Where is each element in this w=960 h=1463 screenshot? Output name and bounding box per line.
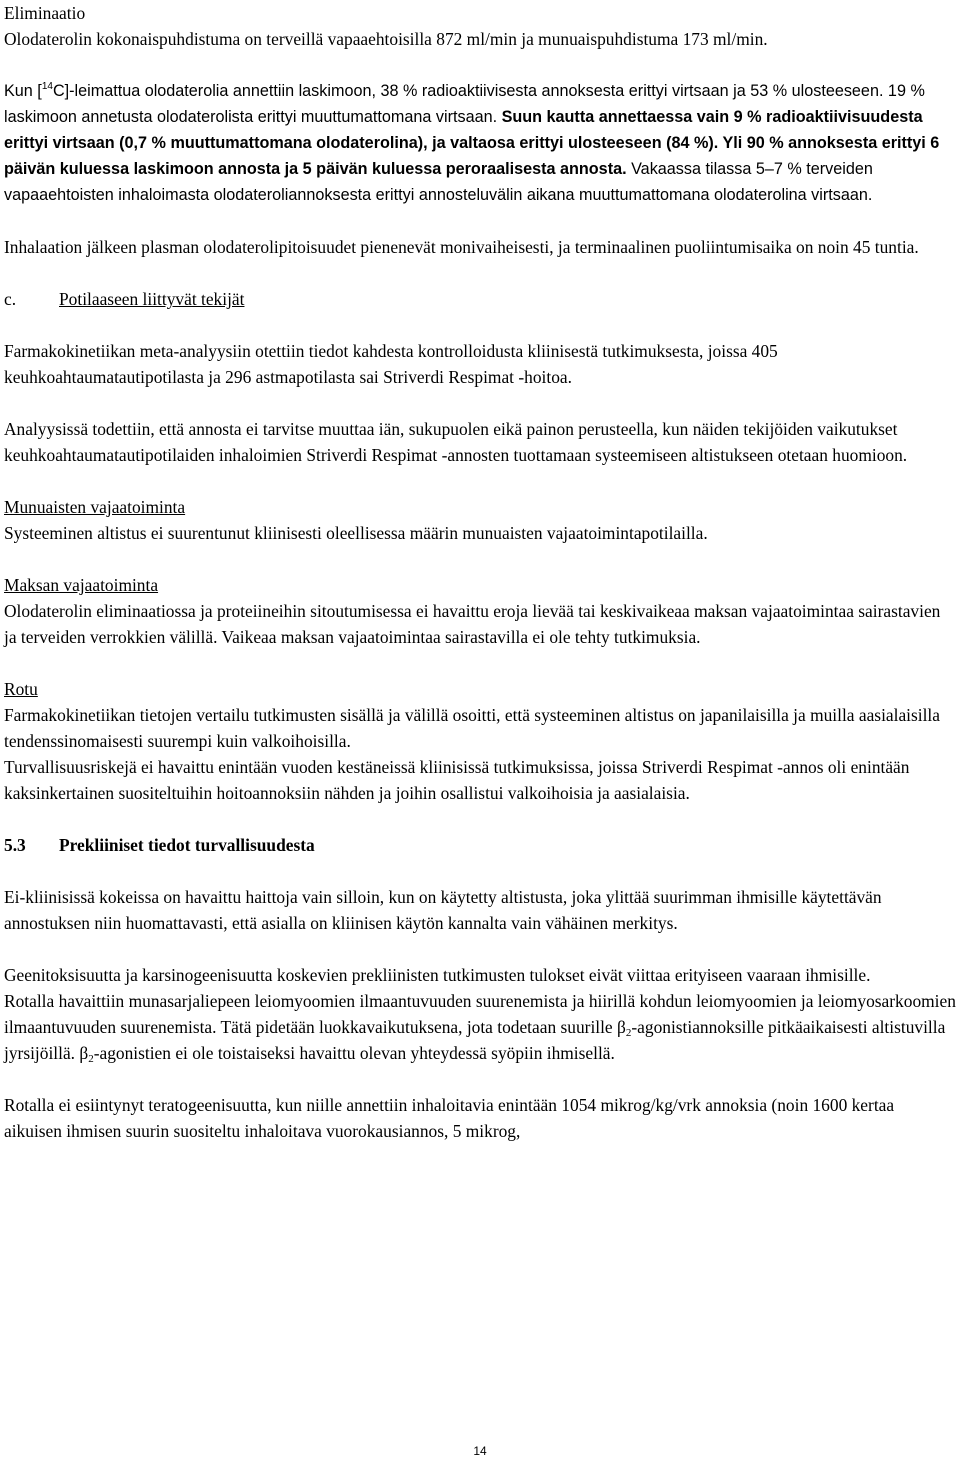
race-text-1: Farmakokinetiikan tietojen vertailu tutkimusten sisällä ja välillä osoitti, että systeeminen altistus on japanilaisilla ja muilla aasialaisilla tendenssinomaisesti suurempi kuin valkoihoisilla. (4, 705, 940, 751)
elimination-heading: Eliminaatio (4, 3, 86, 23)
section-c-title: Potilaaseen liittyvät tekijät (59, 289, 245, 309)
renal-heading: Munuaisten vajaatoiminta (4, 497, 186, 517)
hepatic-text: Olodaterolin eliminaatiossa ja proteiineihin sitoutumisessa ei havaittu eroja lievää tai keskivaikeaa maksan vajaatoimintaa sairastavien ja terveiden verrokkien välillä. Vaikeaa maksan vajaatoimintaa sairastavilla ei ole tehty tutkimuksia. (4, 601, 941, 647)
paragraph-meta-analysis: Farmakokinetiikan meta-analyysiin otettiin tiedot kahdesta kontrolloidusta kliinisestä tutkimuksesta, joissa 405 keuhkoahtaumatautipotilasta ja 296 astmapotilasta sai Striverdi Respimat -hoitoa. (4, 341, 778, 387)
paragraph-radiolabel: Kun [$^{14}$C]-leimattua olodaterolia annettiin laskimoon, 38 % radioaktiivisesta annoksesta erittyi virtsaan ja 53 % ulosteeseen. 19 % laskimoon annetusta olodaterolista erittyi muuttumattomana virtsaan. Suun kautta annettaessa vain 9 % radioaktiivisuudesta erittyi virtsaan (0,7 % muuttumattomana olodaterolina), ja valtaosa erittyi ulosteeseen (84 %). Yli 90 % annoksesta erittyi 6 päivän kuluessa laskimoon annosta ja 5 päivän kuluessa peroraalisesta annosta. Vakaassa tilassa 5–7 % terveiden vapaaehtoisten inhaloimasta olodateroliannoksesta erittyi annosteluvälin aikana muuttumattomana olodaterolina virtsaan. (4, 81, 940, 204)
hepatic-heading: Maksan vajaatoiminta (4, 575, 159, 595)
superscript-14: 14 (41, 81, 53, 92)
document-page (4, 0, 956, 1144)
race-heading: Rotu (4, 679, 38, 699)
section-5-3-title: Prekliiniset tiedot turvallisuudesta (59, 835, 315, 855)
paragraph-half-life: Inhalaation jälkeen plasman olodaterolipitoisuudet pienenevät monivaiheisesti, ja terminaalinen puoliintumisaika on noin 45 tuntia. (4, 237, 919, 257)
paragraph-clearance: Olodaterolin kokonaispuhdistuma on terveillä vapaaehtoisilla 872 ml/min ja munuaispuhdistuma 173 ml/min. (4, 29, 768, 49)
paragraph-analysis: Analyysissä todettiin, että annosta ei tarvitse muuttaa iän, sukupuolen eikä painon perusteella, kun näiden tekijöiden vaikutukset keuhkoahtaumatautipotilaiden inhaloimien Striverdi Respimat -annosten tuottamaan systeemiseen altistukseen otetaan huomioon. (4, 419, 908, 465)
renal-text: Systeeminen altistus ei suurentunut kliinisesti oleellisessa määrin munuaisten vajaatoimintapotilailla. (4, 523, 708, 543)
section-5-3-heading: 5.3 Prekliiniset tiedot turvallisuudesta (4, 835, 315, 855)
race-text-2: Turvallisuusriskejä ei havaittu enintään vuoden kestäneissä kliinisissä tutkimuksissa, joissa Striverdi Respimat -annos oli enintään kaksinkertainen suositeltuihin hoitoannoksiin nähden ja joihin osallistui valkoihoisia ja aasialaisia. (4, 757, 910, 803)
paragraph-teratogenicity: Rotalla ei esiintynyt teratogeenisuutta, kun niille annettiin inhaloitavia enintään 1054 mikrog/kg/vrk annoksia (noin 1600 kertaa aikuisen ihmisen suurin suositeltu inhaloitava vuorokausiannos, 5 mikrog, (4, 1095, 895, 1141)
paragraph-nonclinical: Ei-kliinisissä kokeissa on havaittu haittoja vain silloin, kun on käytetty altistusta, joka ylittää suurimman ihmisille käytettävän annostuksen niin huomattavasti, että asialla on kliinisen käytön kannalta vain vähäinen merkitys. (4, 887, 882, 933)
paragraph-genotoxicity: Geenitoksisuutta ja karsinogeenisuutta koskevien prekliinisten tutkimusten tulokset eivät viittaa erityiseen vaaraan ihmisille. (4, 965, 871, 985)
page-number: 14 (473, 1444, 487, 1458)
section-c-heading: c. Potilaaseen liittyvät tekijät (4, 289, 245, 309)
paragraph-leiomyoma: Rotalla havaittiin munasarjaliepeen leiomyoomien ilmaantuvuuden suurenemista ja hiirillä kohdun leiomyoomien ja leiomyosarkoomien ilmaantuvuuden suurenemista. Tätä pidetään luokkavaikutuksena, jota todetaan suurille $\beta_2$-agonistiannoksille pitkäaikaisesti altistuvilla jyrsijöillä. $\beta_2$-agonistien ei ole toistaiseksi havaittu olevan yhteydessä syöpiin ihmisellä. (4, 991, 956, 1065)
